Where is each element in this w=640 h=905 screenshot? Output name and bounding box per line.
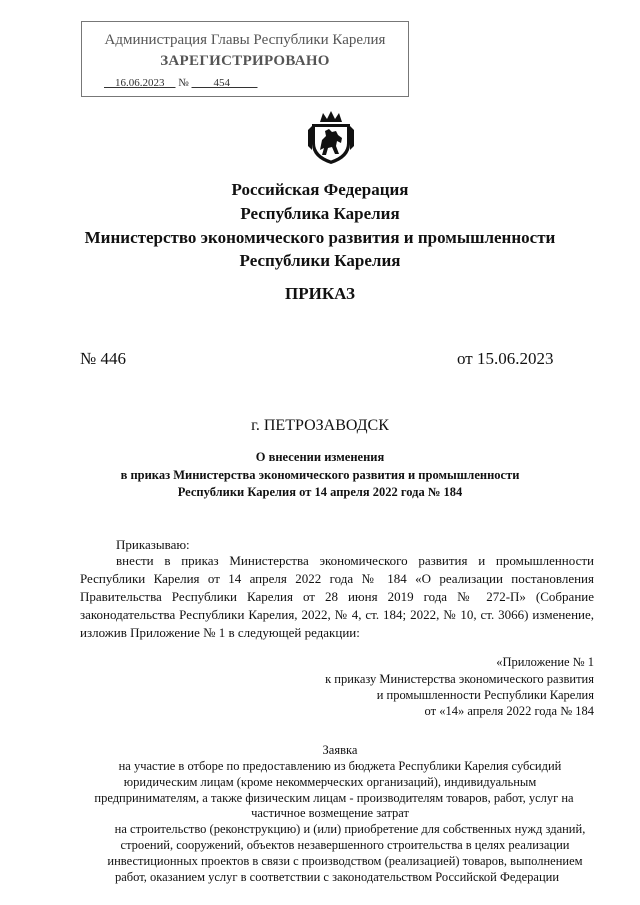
appendix-line-3: и промышленности Республики Карелия (376, 688, 594, 702)
header-country: Российская Федерация (231, 180, 409, 199)
application-line-5: на строительство (реконструкцию) и (или) приобретение для собственных нужд зданий, (114, 822, 586, 836)
appendix-line-1: «Приложение № 1 (496, 655, 594, 669)
stamp-date-number (104, 77, 258, 89)
application-line-6: строений, сооружений, объектов незавершенного строительства в целях реализации (120, 838, 570, 852)
appendix-line-4: от «14» апреля 2022 года № 184 (424, 704, 594, 718)
stamp-date: 16.06.2023 (115, 77, 165, 89)
registration-stamp (81, 21, 409, 97)
application-title: Заявка (322, 743, 358, 757)
body-line-5: изложив Приложение № 1 в следующей редакции: (80, 625, 360, 640)
appendix-line-2: к приказу Министерства экономического развития (325, 672, 594, 686)
header-ministry: Министерство экономического развития и промышленности (84, 228, 556, 247)
header-ministry-republic: Республики Карелия (239, 251, 401, 270)
city: г. ПЕТРОЗАВОДСК (251, 417, 389, 434)
body-line-2: Республики Карелия от 14 апреля 2022 года № 184 «О реализации постановления (80, 571, 594, 586)
application-line-3: предпринимателям, а также физическим лицам - производителям товаров, работ, услуг на (94, 791, 574, 805)
body-line-3: Правительства Республики Карелия от 28 июня 2019 года № 272-П» (Собрание (80, 589, 594, 604)
document-type: ПРИКАЗ (285, 284, 355, 303)
stamp-authority: Администрация Главы Республики Карелия (104, 32, 386, 48)
title-line-2: в приказ Министерства экономического развития и промышленности (120, 468, 520, 482)
prikazyvayu: Приказываю: (116, 537, 190, 552)
title-line-1: О внесении изменения (255, 450, 385, 464)
header-republic: Республика Карелия (240, 204, 400, 223)
order-date: от 15.06.2023 (457, 349, 554, 368)
stamp-number-label: № (178, 77, 189, 89)
application-line-7: инвестиционных проектов в связи с производством (реализацией) товаров, выполнением (107, 854, 583, 868)
body-line-1: внести в приказ Министерства экономического развития и промышленности (116, 553, 594, 568)
title-line-3: Республики Карелия от 14 апреля 2022 года № 184 (177, 485, 463, 499)
karelia-coat-of-arms-icon (306, 110, 356, 166)
application-line-8: работ, оказанием услуг в соответствии с законодательством Российской Федерации (114, 870, 560, 884)
application-line-4: частичное возмещение затрат (251, 806, 409, 820)
application-line-2: юридическим лицам (кроме некоммерческих организаций), индивидуальным (123, 775, 537, 789)
stamp-registered: ЗАРЕГИСТРИРОВАНО (160, 53, 330, 69)
order-number: № 446 (80, 349, 126, 368)
application-line-1: на участие в отборе по предоставлению из бюджета Республики Карелия субсидий (118, 759, 562, 773)
body-line-4: законодательства Республики Карелия, 2022, № 4, ст. 184; 2022, № 10, ст. 3066) изменение, (80, 607, 594, 622)
stamp-number: 454 (213, 77, 230, 89)
